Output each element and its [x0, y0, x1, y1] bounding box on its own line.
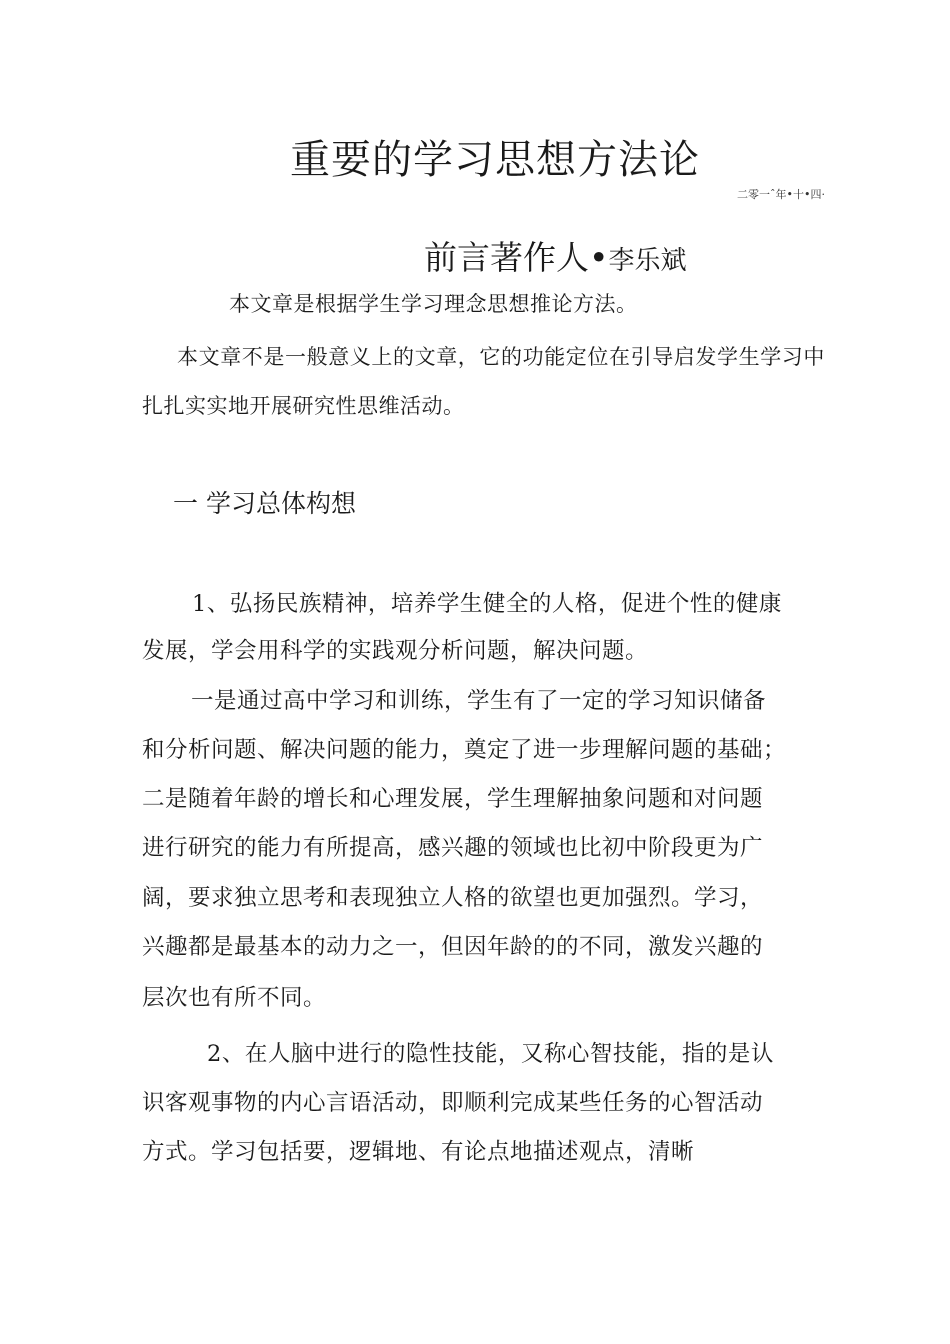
paragraph-line: 1、弘扬民族精神，培养学生健全的人格，促进个性的健康: [192, 591, 782, 617]
paragraph-line: 兴趣都是最基本的动力之一，但因年龄的的不同，激发兴趣的: [142, 934, 764, 960]
paragraph-line: 2、在人脑中进行的隐性技能，又称心智技能，指的是认: [207, 1041, 774, 1067]
paragraph-line: 层次也有所不同。: [142, 985, 327, 1011]
document-date: 二零一ˆ年•十•四·: [737, 188, 825, 201]
preface-heading: [424, 232, 686, 279]
intro-line: 本文章是根据学生学习理念思想推论方法。: [229, 292, 638, 316]
paragraph-line: 进行研究的能力有所提高，感兴趣的领域也比初中阶段更为广: [142, 835, 764, 861]
preface-label: 前言著作人•: [424, 238, 609, 277]
paragraph-line: 二是随着年龄的增长和心理发展，学生理解抽象问题和对问题: [142, 786, 764, 812]
paragraph-line: 识客观事物的内心言语活动，即顺利完成某些任务的心智活动: [142, 1090, 764, 1116]
paragraph-line: 方式。学习包括要，逻辑地、有论点地描述观点，清晰: [142, 1139, 695, 1165]
paragraph-line: 发展，学会用科学的实践观分析问题，解决问题。: [142, 638, 649, 664]
document-title: 重要的学习思想方法论: [290, 137, 700, 183]
intro-line: 扎扎实实地开展研究性思维活动。: [142, 394, 465, 418]
section-heading: 一 学习总体构想: [173, 489, 356, 518]
paragraph-line: 阔，要求独立思考和表现独立人格的欲望也更加强烈。学习，: [142, 885, 764, 911]
paragraph-line: 和分析问题、解决问题的能力，奠定了进一步理解问题的基础；: [142, 737, 787, 763]
intro-line: 本文章不是一般意义上的文章，它的功能定位在引导启发学生学习中: [177, 345, 825, 369]
author-name: 李乐斌: [608, 246, 687, 276]
paragraph-line: 一是通过高中学习和训练，学生有了一定的学习知识储备: [191, 688, 767, 714]
